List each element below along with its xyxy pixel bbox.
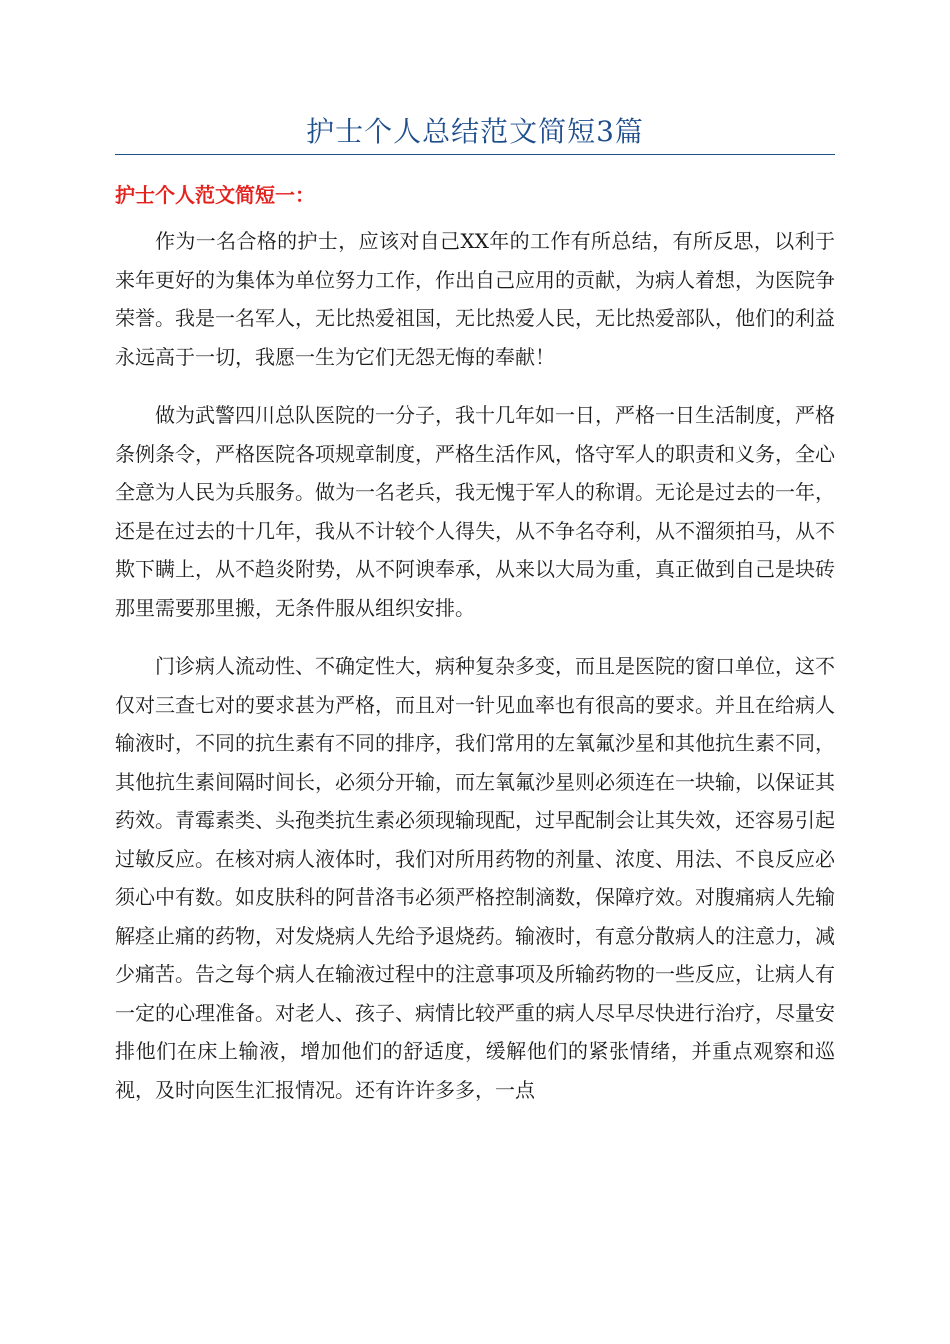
document-title: 护士个人总结范文简短3篇: [306, 115, 644, 148]
paragraph: 做为武警四川总队医院的一分子，我十几年如一日，严格一日生活制度，严格条例条令，严格医院各项规章制度，严格生活作风，恪守军人的职责和义务，全心全意为人民为兵服务。做为一名老兵，我无愧于军人的称谓。无论是过去的一年，还是在过去的十几年，我从不计较个人得失，从不争名夺利，从不溜须拍马，从不欺下瞒上，从不趋炎附势，从不阿谀奉承，从来以大局为重，真正做到自己是块砖那里需要那里搬，无条件服从组织安排。: [115, 403, 835, 620]
section-heading: 护士个人范文简短一：: [115, 183, 315, 207]
title-divider: [115, 154, 835, 155]
paragraph: 门诊病人流动性、不确定性大，病种复杂多变，而且是医院的窗口单位，这不仅对三查七对的要求甚为严格，而且对一针见血率也有很高的要求。并且在给病人输液时，不同的抗生素有不同的排序，我们常用的左氧氟沙星和其他抗生素不同，其他抗生素间隔时间长，必须分开输，而左氧氟沙星则必须连在一块输，以保证其药效。青霉素类、头孢类抗生素必须现输现配，过早配制会让其失效，还容易引起过敏反应。在核对病人液体时，我们对所用药物的剂量、浓度、用法、不良反应必须心中有数。如皮肤科的阿昔洛韦必须严格控制滴数，保障疗效。对腹痛病人先输解痉止痛的药物，对发烧病人先给予退烧药。输液时，有意分散病人的注意力，减少痛苦。告之每个病人在输液过程中的注意事项及所输药物的一些反应，让病人有一定的心理准备。对老人、孩子、病情比较严重的病人尽早尽快进行治疗，尽量安排他们在床上输液，增加他们的舒适度，缓解他们的紧张情绪，并重点观察和巡视，及时向医生汇报情况。还有许许多多，一点: [115, 654, 835, 1102]
document-body: [115, 222, 835, 1129]
paragraph: 作为一名合格的护士，应该对自己XX年的工作有所总结，有所反思，以利于来年更好的为集体为单位努力工作，作出自己应用的贡献，为病人着想，为医院争荣誉。我是一名军人，无比热爱祖国，无比热爱人民，无比热爱部队，他们的利益永远高于一切，我愿一生为它们无怨无悔的奉献！: [115, 229, 835, 369]
